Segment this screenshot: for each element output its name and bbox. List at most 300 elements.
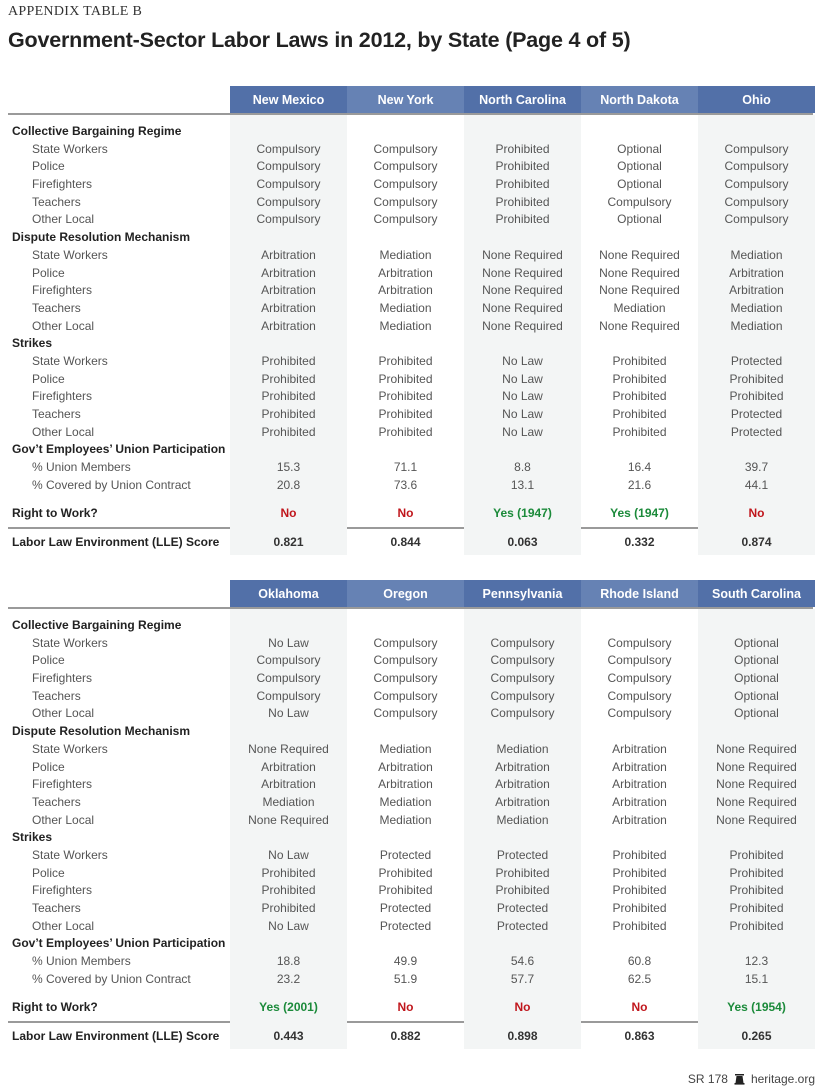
cell-value: Mediation — [730, 247, 783, 262]
cell-value: Prohibited — [261, 901, 316, 915]
right-to-work-value: Yes (1954) — [727, 1000, 786, 1015]
cell-value: Prohibited — [378, 353, 433, 368]
state-table-1 — [8, 86, 813, 555]
spacer — [8, 988, 813, 999]
cell-value: No Law — [502, 407, 543, 421]
cell-value: Arbitration — [261, 247, 316, 262]
cell-value: 15.3 — [276, 460, 301, 475]
cell-value: 73.6 — [393, 477, 418, 492]
cell-value: Compulsory — [256, 653, 321, 668]
cell-value: Protected — [379, 918, 432, 933]
cell-value: Mediation — [379, 247, 432, 262]
page-title: Government-Sector Labor Laws in 2012, by State (Page 4 of 5) — [8, 28, 631, 52]
cell-value: Compulsory — [490, 706, 555, 721]
table-row — [8, 971, 813, 989]
cell-value: Prohibited — [495, 141, 550, 156]
cell-value: None Required — [716, 777, 797, 792]
cell-value: Mediation — [730, 318, 783, 333]
state-table-2 — [8, 580, 813, 1049]
cell-value: None Required — [716, 759, 797, 774]
section-title: Collective Bargaining Regime — [12, 618, 182, 632]
row-label: Firefighters — [32, 777, 93, 792]
cell-value: None Required — [599, 283, 680, 298]
cell-value: None Required — [599, 318, 680, 333]
section-header-row — [8, 617, 813, 635]
cell-value: Arbitration — [378, 777, 433, 792]
cell-value: Arbitration — [612, 794, 667, 809]
column-header-state: North Dakota — [581, 86, 698, 113]
cell-value: Arbitration — [729, 283, 784, 298]
lle-score-value: 0.898 — [507, 1029, 538, 1044]
table-row — [8, 759, 813, 777]
cell-value: Compulsory — [256, 671, 321, 686]
section-header-row — [8, 829, 813, 847]
cell-value: 21.6 — [627, 477, 652, 492]
cell-value: Protected — [730, 407, 783, 421]
row-label: State Workers — [32, 141, 108, 156]
spacer — [8, 494, 813, 505]
cell-value: Compulsory — [256, 177, 321, 192]
table-row — [8, 158, 813, 176]
cell-value: Mediation — [496, 812, 549, 827]
column-header-state: South Carolina — [698, 580, 815, 607]
table-row — [8, 459, 813, 477]
right-to-work-value: Yes (1947) — [610, 506, 669, 521]
cell-value: 18.8 — [276, 954, 301, 969]
column-header-state: North Carolina — [464, 86, 581, 113]
cell-value: Compulsory — [607, 653, 672, 668]
row-label: Other Local — [32, 918, 95, 933]
table-row — [8, 176, 813, 194]
cell-value: Mediation — [730, 300, 783, 315]
footer — [688, 1072, 815, 1086]
row-label: % Covered by Union Contract — [32, 971, 191, 986]
cell-value: Arbitration — [261, 777, 316, 792]
lle-score-value: 0.882 — [390, 1029, 421, 1044]
cell-value: Compulsory — [490, 653, 555, 668]
site-link[interactable]: heritage.org — [750, 1072, 815, 1086]
row-label: Firefighters — [32, 671, 93, 686]
cell-value: Prohibited — [378, 407, 433, 421]
row-label: Firefighters — [32, 389, 93, 404]
row-label: Police — [32, 865, 65, 880]
row-label: Teachers — [32, 407, 81, 421]
row-label: Other Local — [32, 424, 95, 439]
table-header — [8, 86, 813, 115]
table-row — [8, 741, 813, 759]
row-label: State Workers — [32, 247, 108, 262]
row-label: State Workers — [32, 353, 108, 368]
cell-value: Arbitration — [261, 300, 316, 315]
table-row — [8, 705, 813, 723]
cell-value: 51.9 — [393, 971, 418, 986]
cell-value: Protected — [730, 353, 783, 368]
cell-value: Compulsory — [373, 194, 438, 209]
table-row — [8, 776, 813, 794]
cell-value: Prohibited — [261, 883, 316, 898]
cell-value: Prohibited — [378, 883, 433, 898]
row-label: Police — [32, 653, 65, 668]
cell-value: 62.5 — [627, 971, 652, 986]
cell-value: Prohibited — [612, 847, 667, 862]
cell-value: Optional — [617, 159, 662, 174]
cell-value: Optional — [617, 177, 662, 192]
cell-value: Arbitration — [261, 759, 316, 774]
table-row — [8, 318, 813, 336]
cell-value: Prohibited — [261, 353, 316, 368]
row-label: Police — [32, 265, 65, 280]
cell-value: Prohibited — [495, 883, 550, 898]
cell-value: Optional — [734, 706, 779, 721]
cell-value: Prohibited — [378, 865, 433, 880]
cell-value: No Law — [268, 918, 309, 933]
cell-value: None Required — [248, 741, 329, 756]
cell-value: Compulsory — [607, 194, 672, 209]
cell-value: Compulsory — [724, 177, 789, 192]
cell-value: Optional — [734, 635, 779, 650]
table-row — [8, 300, 813, 318]
cell-value: Compulsory — [256, 212, 321, 227]
cell-value: None Required — [716, 794, 797, 809]
column-header-state: New Mexico — [230, 86, 347, 113]
row-label: Teachers — [32, 794, 81, 809]
cell-value: None Required — [599, 265, 680, 280]
section-title: Dispute Resolution Mechanism — [12, 724, 191, 739]
cell-value: Prohibited — [612, 901, 667, 915]
cell-value: Prohibited — [261, 389, 316, 404]
table-row — [8, 282, 813, 300]
right-to-work-row — [8, 999, 813, 1017]
cell-value: No Law — [502, 353, 543, 368]
right-to-work-value: Yes (2001) — [259, 1000, 318, 1015]
cell-value: Protected — [379, 847, 432, 862]
table-header — [8, 580, 813, 609]
row-label: Teachers — [32, 901, 81, 915]
cell-value: Protected — [379, 901, 432, 915]
table-row — [8, 918, 813, 936]
table-row — [8, 265, 813, 283]
cell-value: Prohibited — [612, 353, 667, 368]
cell-value: Compulsory — [490, 671, 555, 686]
right-to-work-row — [8, 505, 813, 523]
table-row — [8, 194, 813, 212]
cell-value: Arbitration — [261, 283, 316, 298]
section-header-row — [8, 441, 813, 459]
cell-value: None Required — [482, 265, 563, 280]
row-label: Police — [32, 159, 65, 174]
cell-value: Compulsory — [724, 159, 789, 174]
cell-value: Compulsory — [607, 706, 672, 721]
cell-value: Compulsory — [256, 194, 321, 209]
cell-value: No Law — [268, 706, 309, 721]
cell-value: Protected — [496, 847, 549, 862]
cell-value: Arbitration — [261, 265, 316, 280]
cell-value: Compulsory — [724, 212, 789, 227]
table-row — [8, 652, 813, 670]
row-label: Police — [32, 759, 65, 774]
lle-score-value: 0.874 — [741, 535, 772, 550]
cell-value: Prohibited — [729, 389, 784, 404]
cell-value: 16.4 — [627, 460, 652, 475]
cell-value: Compulsory — [256, 159, 321, 174]
liberty-bell-icon — [734, 1074, 745, 1085]
cell-value: Arbitration — [378, 265, 433, 280]
cell-value: Compulsory — [373, 177, 438, 192]
cell-value: Arbitration — [261, 318, 316, 333]
cell-value: 60.8 — [627, 954, 652, 969]
cell-value: Arbitration — [495, 794, 550, 809]
table-row — [8, 424, 813, 442]
table-row — [8, 635, 813, 653]
spacer — [8, 115, 813, 123]
cell-value: Prohibited — [729, 371, 784, 386]
cell-value: Prohibited — [261, 865, 316, 880]
cell-value: 8.8 — [514, 460, 531, 475]
cell-value: Optional — [734, 653, 779, 668]
column-header-state: Rhode Island — [581, 580, 698, 607]
cell-value: Protected — [496, 918, 549, 933]
cell-value: Optional — [734, 671, 779, 686]
table-row — [8, 812, 813, 830]
lle-score-value: 0.063 — [507, 535, 538, 550]
row-label: Labor Law Environment (LLE) Score — [12, 535, 220, 550]
cell-value: Protected — [496, 901, 549, 915]
cell-value: Compulsory — [373, 688, 438, 703]
cell-value: 12.3 — [744, 954, 769, 969]
cell-value: None Required — [482, 300, 563, 315]
row-label: % Union Members — [32, 460, 131, 475]
cell-value: None Required — [482, 318, 563, 333]
section-header-row — [8, 335, 813, 353]
table-row — [8, 211, 813, 229]
cell-value: Prohibited — [261, 407, 316, 421]
right-to-work-value: No — [280, 506, 297, 521]
cell-value: Protected — [730, 424, 783, 439]
section-title: Gov’t Employees’ Union Participation — [12, 442, 226, 457]
table-row — [8, 406, 813, 424]
cell-value: Compulsory — [373, 653, 438, 668]
cell-value: No Law — [502, 371, 543, 386]
cell-value: Compulsory — [373, 212, 438, 227]
table-row — [8, 953, 813, 971]
table-row — [8, 900, 813, 918]
cell-value: Arbitration — [495, 759, 550, 774]
row-label: Other Local — [32, 812, 95, 827]
cell-value: None Required — [716, 741, 797, 756]
cell-value: No Law — [502, 389, 543, 404]
cell-value: Prohibited — [378, 389, 433, 404]
row-label: Other Local — [32, 318, 95, 333]
right-to-work-value: No — [397, 506, 414, 521]
lle-score-row — [8, 1023, 813, 1049]
cell-value: Prohibited — [495, 865, 550, 880]
section-title: Strikes — [12, 336, 53, 351]
table-row — [8, 477, 813, 495]
cell-value: Compulsory — [373, 635, 438, 650]
cell-value: Compulsory — [490, 635, 555, 650]
cell-value: Optional — [617, 141, 662, 156]
row-label: % Covered by Union Contract — [32, 477, 191, 492]
row-label: Firefighters — [32, 177, 93, 192]
cell-value: Arbitration — [378, 283, 433, 298]
lle-score-value: 0.863 — [624, 1029, 655, 1044]
column-header-state: Oklahoma — [230, 580, 347, 607]
cell-value: Arbitration — [729, 265, 784, 280]
table-row — [8, 371, 813, 389]
cell-value: Prohibited — [495, 212, 550, 227]
cell-value: None Required — [482, 247, 563, 262]
lle-score-value: 0.443 — [273, 1029, 304, 1044]
cell-value: 57.7 — [510, 971, 535, 986]
column-header-state: Pennsylvania — [464, 580, 581, 607]
section-title: Strikes — [12, 830, 53, 845]
cell-value: Compulsory — [490, 688, 555, 703]
table-row — [8, 141, 813, 159]
section-title: Dispute Resolution Mechanism — [12, 230, 191, 245]
cell-value: 20.8 — [276, 477, 301, 492]
lle-score-value: 0.844 — [390, 535, 421, 550]
cell-value: Prohibited — [495, 159, 550, 174]
section-header-row — [8, 935, 813, 953]
row-label: Teachers — [32, 194, 81, 209]
cell-value: None Required — [716, 812, 797, 827]
right-to-work-value: Yes (1947) — [493, 506, 552, 521]
spacer — [8, 609, 813, 617]
section-header-row — [8, 229, 813, 247]
right-to-work-value: No — [631, 1000, 648, 1015]
cell-value: 39.7 — [744, 460, 769, 475]
cell-value: None Required — [599, 247, 680, 262]
cell-value: Arbitration — [612, 777, 667, 792]
right-to-work-value: No — [514, 1000, 531, 1015]
cell-value: Compulsory — [373, 671, 438, 686]
cell-value: Prohibited — [612, 407, 667, 421]
cell-value: Mediation — [379, 812, 432, 827]
cell-value: Compulsory — [256, 141, 321, 156]
row-label: Firefighters — [32, 283, 93, 298]
lle-score-row — [8, 529, 813, 555]
row-label: Teachers — [32, 300, 81, 315]
cell-value: Prohibited — [729, 883, 784, 898]
right-to-work-value: No — [397, 1000, 414, 1015]
table-row — [8, 388, 813, 406]
cell-value: Arbitration — [612, 741, 667, 756]
lle-score-value: 0.332 — [624, 535, 655, 550]
cell-value: Arbitration — [495, 777, 550, 792]
cell-value: Prohibited — [729, 918, 784, 933]
right-to-work-value: No — [748, 506, 765, 521]
table-row — [8, 670, 813, 688]
cell-value: Mediation — [379, 741, 432, 756]
cell-value: No Law — [268, 847, 309, 862]
table-row — [8, 865, 813, 883]
cell-value: Prohibited — [612, 371, 667, 386]
cell-value: Prohibited — [612, 389, 667, 404]
row-label: State Workers — [32, 635, 108, 650]
cell-value: Compulsory — [373, 141, 438, 156]
row-label: Right to Work? — [12, 1000, 98, 1015]
cell-value: Prohibited — [729, 847, 784, 862]
cell-value: Compulsory — [373, 159, 438, 174]
table-row — [8, 247, 813, 265]
column-header-state: New York — [347, 86, 464, 113]
cell-value: Mediation — [496, 741, 549, 756]
cell-value: No Law — [502, 424, 543, 439]
cell-value: No Law — [268, 635, 309, 650]
cell-value: Prohibited — [495, 194, 550, 209]
section-title: Gov’t Employees’ Union Participation — [12, 936, 226, 951]
cell-value: Prohibited — [612, 918, 667, 933]
cell-value: Arbitration — [612, 759, 667, 774]
cell-value: 49.9 — [393, 954, 418, 969]
cell-value: 13.1 — [510, 477, 535, 492]
table-body — [8, 115, 813, 555]
row-label: Right to Work? — [12, 506, 98, 521]
lle-score-value: 0.821 — [273, 535, 304, 550]
cell-value: Arbitration — [378, 759, 433, 774]
cell-value: 44.1 — [744, 477, 769, 492]
cell-value: None Required — [248, 812, 329, 827]
row-label: Teachers — [32, 688, 81, 703]
row-label: Labor Law Environment (LLE) Score — [12, 1029, 220, 1044]
cell-value: Prohibited — [261, 371, 316, 386]
cell-value: Prohibited — [378, 424, 433, 439]
table-row — [8, 882, 813, 900]
cell-value: Compulsory — [607, 671, 672, 686]
cell-value: Prohibited — [612, 865, 667, 880]
cell-value: Compulsory — [256, 688, 321, 703]
row-label: Firefighters — [32, 883, 93, 898]
cell-value: None Required — [482, 283, 563, 298]
section-header-row — [8, 723, 813, 741]
table-row — [8, 353, 813, 371]
cell-value: 23.2 — [276, 971, 301, 986]
column-header-state: Oregon — [347, 580, 464, 607]
cell-value: Optional — [617, 212, 662, 227]
cell-value: 15.1 — [744, 971, 769, 986]
row-label: Other Local — [32, 706, 95, 721]
cell-value: Arbitration — [612, 812, 667, 827]
cell-value: Prohibited — [729, 901, 784, 915]
table-row — [8, 688, 813, 706]
cell-value: Prohibited — [495, 177, 550, 192]
cell-value: Compulsory — [724, 141, 789, 156]
section-title: Collective Bargaining Regime — [12, 124, 182, 138]
row-label: % Union Members — [32, 954, 131, 969]
row-label: State Workers — [32, 847, 108, 862]
row-label: Other Local — [32, 212, 95, 227]
cell-value: Prohibited — [261, 424, 316, 439]
cell-value: Compulsory — [607, 635, 672, 650]
appendix-label: APPENDIX TABLE B — [8, 4, 143, 19]
cell-value: Mediation — [613, 300, 666, 315]
section-header-row — [8, 123, 813, 141]
report-id: SR 178 — [687, 1072, 728, 1086]
table-row — [8, 847, 813, 865]
cell-value: Optional — [734, 688, 779, 703]
cell-value: Prohibited — [729, 865, 784, 880]
lle-score-value: 0.265 — [741, 1029, 772, 1044]
column-header-state: Ohio — [698, 86, 815, 113]
cell-value: Prohibited — [378, 371, 433, 386]
cell-value: Prohibited — [612, 883, 667, 898]
cell-value: Mediation — [379, 318, 432, 333]
cell-value: Mediation — [379, 300, 432, 315]
table-row — [8, 794, 813, 812]
cell-value: 54.6 — [510, 954, 535, 969]
table-body — [8, 609, 813, 1049]
cell-value: Compulsory — [373, 706, 438, 721]
